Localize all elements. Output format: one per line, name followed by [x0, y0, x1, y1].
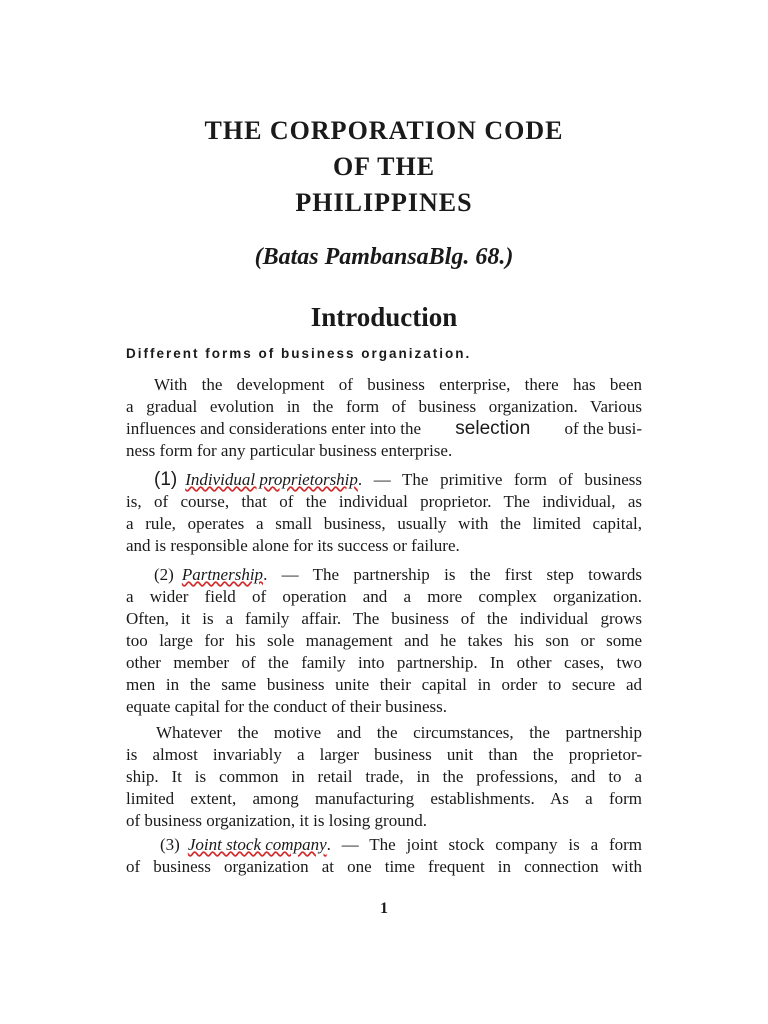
text-line: ship. It is common in retail trade, in the professions, and to a	[126, 767, 642, 786]
text-line: limited extent, among manufacturing establishments. As a form	[126, 789, 642, 808]
text-line: other member of the family into partnership. In other cases, two	[126, 653, 642, 672]
title-line-1: THE CORPORATION CODE	[204, 116, 564, 145]
item-number: (2)	[154, 565, 174, 584]
text-line: of business organization at one time frequent in connection with	[126, 857, 642, 876]
text-line: a wider field of operation and a more complex organization.	[126, 587, 642, 606]
title-line-3: PHILIPPINES	[295, 188, 473, 217]
text-line: Often, it is a family affair. The business of the individual grows	[126, 609, 642, 628]
text-segment: . — The partnership is the first step towards	[263, 565, 642, 584]
text-line: a rule, operates a small business, usually with the limited capital,	[126, 514, 642, 533]
text-line: Whatever the motive and the circumstances, the partnership	[156, 723, 642, 742]
text-line: too large for his sole management and he takes his son or some	[126, 631, 642, 650]
text-line: With the development of business enterprise, there has been	[154, 375, 642, 394]
subtitle: (Batas PambansaBlg. 68.)	[254, 244, 514, 270]
paragraph-3	[126, 722, 642, 832]
text-line: is, of course, that of the individual proprietor. The individual, as	[126, 492, 642, 511]
item-partnership	[126, 564, 642, 718]
text-line: a gradual evolution in the form of business organization. Various	[126, 397, 642, 416]
text-line: equate capital for the conduct of their business.	[126, 697, 447, 716]
item-term: Partnership	[181, 565, 264, 584]
text-line	[126, 469, 642, 491]
text-line: and is responsible alone for its success or failure.	[126, 536, 460, 555]
text-segment: . — The joint stock company is a form	[326, 835, 642, 854]
text-segment: of the busi-	[564, 419, 642, 438]
item-individual-proprietorship	[126, 469, 642, 557]
paragraph-1	[126, 374, 642, 462]
emphasized-word: selection	[455, 418, 531, 439]
text-line: of business organization, it is losing ground.	[126, 811, 427, 830]
item-joint-stock-company	[126, 834, 642, 878]
text-line	[126, 418, 642, 440]
text-line: men in the same business unite their capital in order to secure ad	[126, 675, 642, 694]
page-number: 1	[380, 900, 388, 917]
text-line: ness form for any particular business enterprise.	[126, 441, 453, 460]
text-segment: . — The primitive form of business	[357, 470, 642, 489]
text-line	[126, 564, 642, 586]
item-number: (1)	[154, 469, 178, 490]
text-line: is almost invariably a larger business unit than the proprietor-	[126, 745, 642, 764]
text-line	[126, 834, 642, 856]
item-number: (3)	[160, 835, 180, 854]
section-heading: Different forms of business organization.	[126, 346, 472, 361]
item-term: Joint stock company	[187, 835, 327, 854]
introduction-heading: Introduction	[310, 302, 458, 332]
item-term: Individual proprietorship	[185, 470, 358, 489]
text-segment: influences and considerations enter into the	[126, 419, 422, 438]
title-line-2: OF THE	[332, 152, 436, 181]
